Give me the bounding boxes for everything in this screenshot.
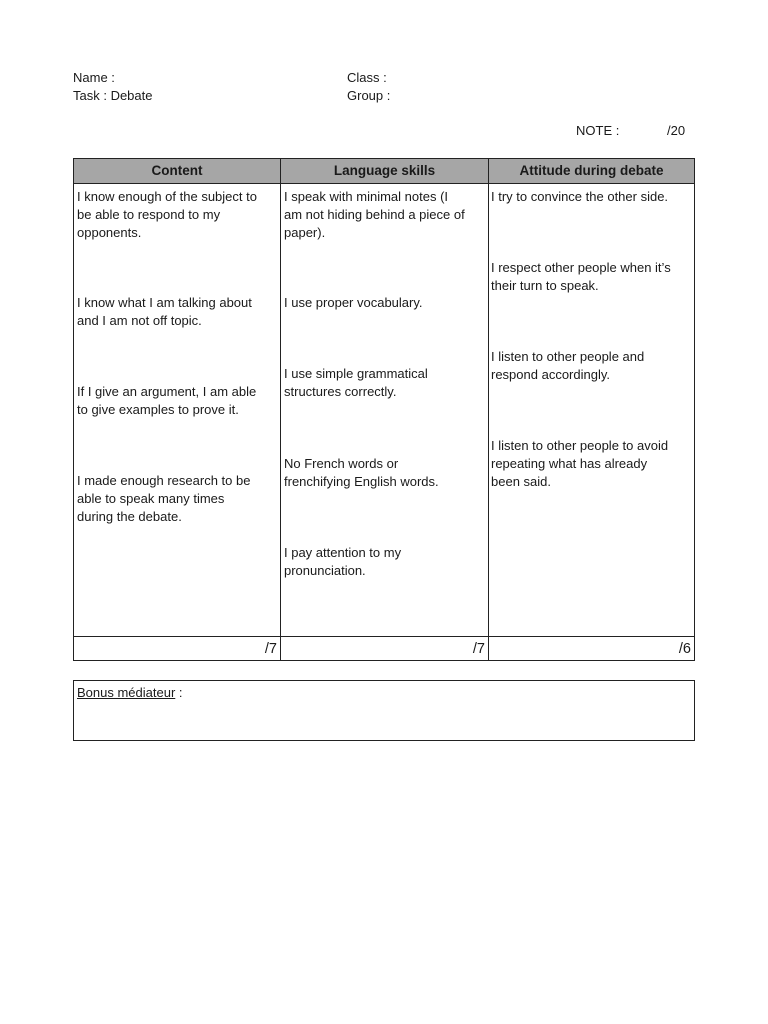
criterion-language-4: No French words or frenchifying English words. — [284, 456, 439, 489]
criterion-language-3: I use simple grammatical structures correctly. — [284, 366, 428, 399]
criterion-content-2: I know what I am talking about and I am not off topic. — [77, 295, 252, 328]
note-label: NOTE : — [576, 123, 620, 138]
criterion-content-4: I made enough research to be able to speak many times during the debate. — [77, 473, 251, 524]
score-language-skills: /7 — [472, 641, 485, 657]
column-divider — [280, 159, 281, 660]
criterion-attitude-1: I try to convince the other side. — [491, 189, 669, 204]
criterion-attitude-4: I listen to other people to avoid repeating what has already been said. — [491, 438, 669, 489]
class-label: Class : — [347, 70, 387, 85]
task-label: Task : Debate — [73, 88, 153, 103]
criterion-attitude-3: I listen to other people and respond accordingly. — [491, 349, 645, 382]
bonus-mediator-box — [73, 680, 695, 741]
group-label: Group : — [347, 88, 391, 103]
criterion-attitude-2: I respect other people when it’s their turn to speak. — [491, 260, 671, 293]
criterion-language-2: I use proper vocabulary. — [284, 295, 423, 310]
criterion-language-5: I pay attention to my pronunciation. — [284, 545, 402, 578]
score-content: /7 — [264, 641, 277, 657]
column-divider — [488, 159, 489, 660]
column-heading-language-skills: Language skills — [281, 159, 488, 184]
criterion-content-1: I know enough of the subject to be able to respond to my opponents. — [77, 189, 257, 240]
criterion-language-1: I speak with minimal notes (I am not hiding behind a piece of paper). — [284, 189, 465, 240]
score-row-divider — [74, 636, 694, 637]
name-label: Name : — [73, 70, 115, 85]
bonus-mediator-label: Bonus médiateur : — [77, 685, 183, 700]
note-total: /20 — [667, 123, 686, 138]
column-heading-content: Content — [74, 159, 280, 184]
score-attitude: /6 — [678, 641, 691, 657]
criterion-content-3: If I give an argument, I am able to give examples to prove it. — [77, 384, 257, 417]
column-heading-attitude: Attitude during debate — [489, 159, 694, 184]
rubric-table — [73, 158, 695, 661]
